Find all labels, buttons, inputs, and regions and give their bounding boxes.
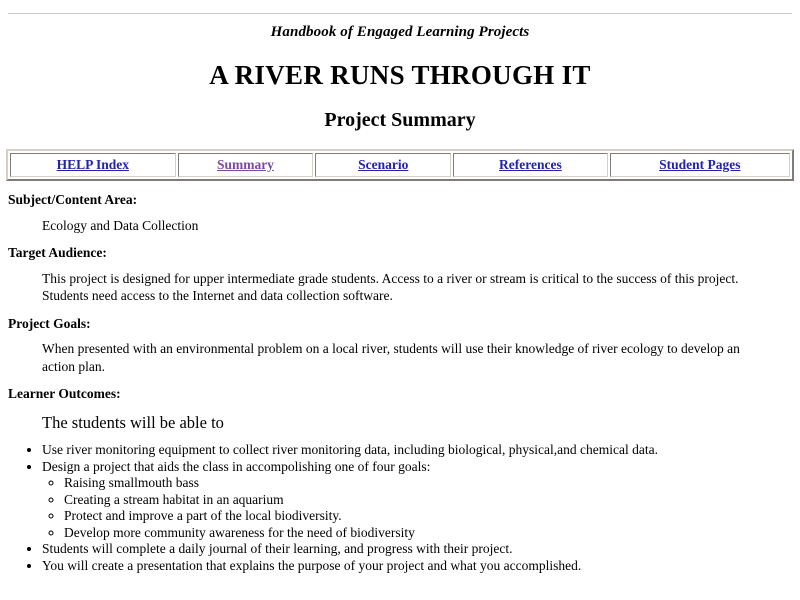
sub-list-item xyxy=(64,525,792,541)
nav-link-summary[interactable]: Summary xyxy=(216,157,274,172)
sub-list-item xyxy=(64,492,792,508)
nav-row xyxy=(10,153,790,177)
list-item xyxy=(42,442,792,458)
section-heading-project-goals: Project Goals: xyxy=(8,315,91,331)
section-body-subject: Ecology and Data Collection xyxy=(42,217,199,233)
nav-cell-scenario[interactable] xyxy=(315,153,451,177)
section-body-project-goals: When presented with an environmental problem on a local river, students will use their knowledge of river ecology to develop an action plan. xyxy=(42,341,740,374)
list-item-text: Design a project that aids the class in accompolishing one of four goals: xyxy=(42,458,431,474)
nav-link-student-pages[interactable]: Student Pages xyxy=(659,157,741,172)
page-title: A RIVER RUNS THROUGH IT xyxy=(209,60,591,90)
top-divider xyxy=(8,13,792,14)
nav-cell-student-pages[interactable] xyxy=(610,153,790,177)
list-item xyxy=(42,459,792,541)
handbook-title: Handbook of Engaged Learning Projects xyxy=(270,24,530,40)
sub-list-item-text: Creating a stream habitat in an aquarium xyxy=(64,491,284,507)
list-item xyxy=(42,541,792,557)
navigation-bar xyxy=(6,149,794,181)
learner-outcomes-list xyxy=(8,442,792,574)
nav-link-scenario[interactable]: Scenario xyxy=(358,157,409,172)
document-content xyxy=(0,192,800,574)
learner-outcomes-lead: The students will be able to xyxy=(42,412,224,432)
section-heading-target-audience: Target Audience: xyxy=(8,245,107,261)
document-header xyxy=(0,24,800,132)
sub-list-item xyxy=(64,475,792,491)
sub-list-item-text: Develop more community awareness for the need of biodiversity xyxy=(64,524,415,540)
nav-link-references[interactable]: References xyxy=(498,157,562,172)
nav-link-help-index[interactable]: HELP Index xyxy=(56,157,129,172)
section-heading-learner-outcomes: Learner Outcomes: xyxy=(8,386,121,402)
nav-cell-references[interactable] xyxy=(453,153,607,177)
list-item-text: Students will complete a daily journal of their learning, and progress with their project. xyxy=(42,541,513,557)
sub-list-item-text: Protect and improve a part of the local biodiversity. xyxy=(64,508,342,524)
nav-cell-summary[interactable] xyxy=(178,153,314,177)
learner-outcomes-sublist xyxy=(42,475,792,541)
nav-table xyxy=(6,149,794,181)
nav-cell-help-index[interactable] xyxy=(10,153,176,177)
list-item-text: You will create a presentation that explains the purpose of your project and what you accomplished. xyxy=(42,557,582,573)
list-item-text: Use river monitoring equipment to collect river monitoring data, including biological, physical,and chemical data. xyxy=(42,442,658,458)
sub-list-item-text: Raising smallmouth bass xyxy=(64,475,199,491)
sub-list-item xyxy=(64,508,792,524)
page-subtitle: Project Summary xyxy=(324,109,476,131)
section-heading-subject: Subject/Content Area: xyxy=(8,192,138,207)
list-item xyxy=(42,558,792,574)
section-body-target-audience: This project is designed for upper intermediate grade students. Access to a river or stream is critical to the success of this project. Students need access to the Internet and data collection software. xyxy=(42,270,739,304)
